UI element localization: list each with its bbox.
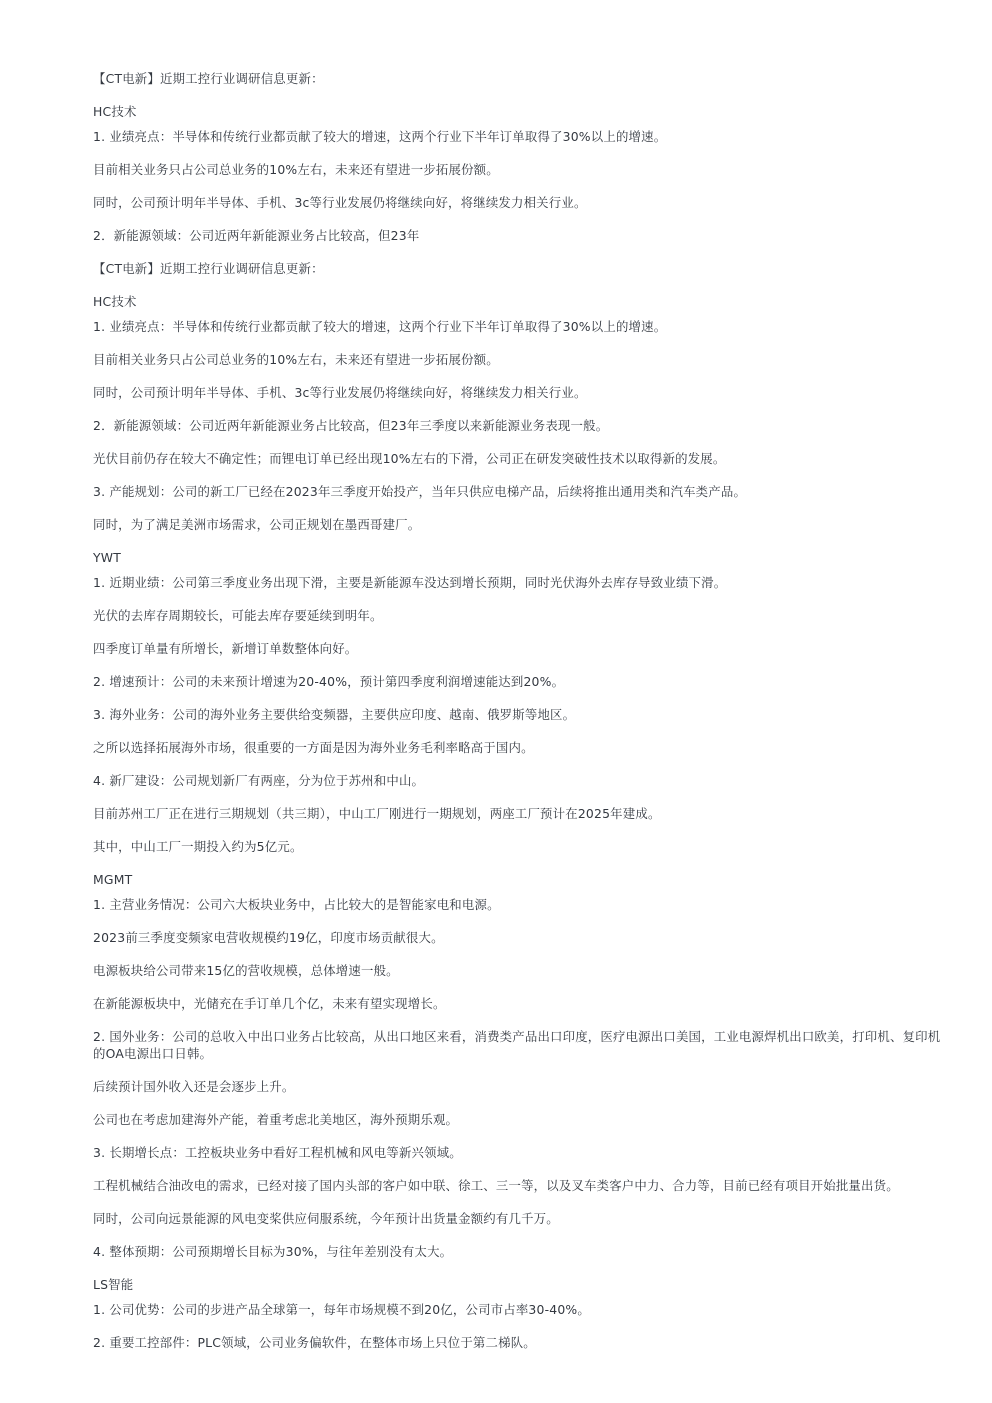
paragraph: 2. 国外业务：公司的总收入中出口业务占比较高，从出口地区来看，消费类产品出口印度，医疗电源出口美国，工业电源焊机出口欧美，打印机、复印机的OA电源出口日韩。 (93, 1029, 941, 1061)
paragraph: 2. 增速预计：公司的未来预计增速为20-40%，预计第四季度利润增速能达到20%。 (93, 674, 565, 689)
paragraph: 同时，公司预计明年半导体、手机、3c等行业发展仍将继续向好，将继续发力相关行业。 (93, 385, 587, 400)
paragraph: 3. 产能规划：公司的新工厂已经在2023年三季度开始投产，当年只供应电梯产品，后续将推出通用类和汽车类产品。 (93, 484, 747, 499)
paragraph: 3. 海外业务：公司的海外业务主要供给变频器，主要供应印度、越南、俄罗斯等地区。 (93, 707, 576, 722)
section-heading: MGMT (93, 872, 133, 887)
paragraph: 光伏目前仍存在较大不确定性；而锂电订单已经出现10%左右的下滑，公司正在研发突破性技术以取得新的发展。 (93, 451, 726, 466)
paragraph: 目前相关业务只占公司总业务的10%左右，未来还有望进一步拓展份额。 (93, 162, 499, 177)
paragraph: 四季度订单量有所增长，新增订单数整体向好。 (93, 641, 358, 656)
paragraph: 1. 业绩亮点：半导体和传统行业都贡献了较大的增速，这两个行业下半年订单取得了30%以上的增速。 (93, 319, 667, 334)
section-heading: YWT (93, 550, 121, 565)
paragraph: 3. 长期增长点：工控板块业务中看好工程机械和风电等新兴领域。 (93, 1145, 462, 1160)
paragraph: 之所以选择拓展海外市场，很重要的一方面是因为海外业务毛利率略高于国内。 (93, 740, 534, 755)
paragraph: 公司也在考虑加建海外产能，着重考虑北美地区，海外预期乐观。 (93, 1112, 459, 1127)
paragraph: 工程机械结合油改电的需求，已经对接了国内头部的客户如中联、徐工、三一等，以及叉车类客户中力、合力等，目前已经有项目开始批量出货。 (93, 1178, 899, 1193)
paragraph: 1. 业绩亮点：半导体和传统行业都贡献了较大的增速，这两个行业下半年订单取得了30%以上的增速。 (93, 129, 667, 144)
paragraph: 2023前三季度变频家电营收规模约19亿，印度市场贡献很大。 (93, 930, 444, 945)
paragraph: 1. 公司优势：公司的步进产品全球第一，每年市场规模不到20亿，公司市占率30-40%。 (93, 1302, 590, 1317)
paragraph: 4. 新厂建设：公司规划新厂有两座，分为位于苏州和中山。 (93, 773, 425, 788)
paragraph: 2．新能源领域：公司近两年新能源业务占比较高，但23年三季度以来新能源业务表现一般。 (93, 418, 609, 433)
paragraph: 4. 整体预期：公司预期增长目标为30%，与往年差别没有太大。 (93, 1244, 453, 1259)
paragraph: 光伏的去库存周期较长，可能去库存要延续到明年。 (93, 608, 383, 623)
section-heading: HC技术 (93, 104, 137, 119)
paragraph: 同时，为了满足美洲市场需求，公司正规划在墨西哥建厂。 (93, 517, 421, 532)
paragraph: 在新能源板块中，光储充在手订单几个亿，未来有望实现增长。 (93, 996, 446, 1011)
paragraph: 目前苏州工厂正在进行三期规划（共三期），中山工厂刚进行一期规划，两座工厂预计在2025年建成。 (93, 806, 661, 821)
document-title: 【CT电新】近期工控行业调研信息更新： (93, 71, 324, 86)
paragraph: 1. 近期业绩：公司第三季度业务出现下滑，主要是新能源车没达到增长预期，同时光伏海外去库存导致业绩下滑。 (93, 575, 727, 590)
paragraph: 电源板块给公司带来15亿的营收规模，总体增速一般。 (93, 963, 399, 978)
section-heading: LS智能 (93, 1277, 134, 1292)
section-heading: HC技术 (93, 294, 137, 309)
paragraph: 1. 主营业务情况：公司六大板块业务中，占比较大的是智能家电和电源。 (93, 897, 500, 912)
paragraph: 2. 重要工控部件：PLC领域，公司业务偏软件，在整体市场上只位于第二梯队。 (93, 1335, 536, 1350)
document-title: 【CT电新】近期工控行业调研信息更新： (93, 261, 324, 276)
paragraph: 目前相关业务只占公司总业务的10%左右，未来还有望进一步拓展份额。 (93, 352, 499, 367)
paragraph: 同时，公司预计明年半导体、手机、3c等行业发展仍将继续向好，将继续发力相关行业。 (93, 195, 587, 210)
paragraph: 其中，中山工厂一期投入约为5亿元。 (93, 839, 303, 854)
paragraph: 同时，公司向远景能源的风电变桨供应伺服系统，今年预计出货量金额约有几千万。 (93, 1211, 559, 1226)
paragraph: 2．新能源领域：公司近两年新能源业务占比较高，但23年 (93, 228, 420, 243)
paragraph: 后续预计国外收入还是会逐步上升。 (93, 1079, 295, 1094)
